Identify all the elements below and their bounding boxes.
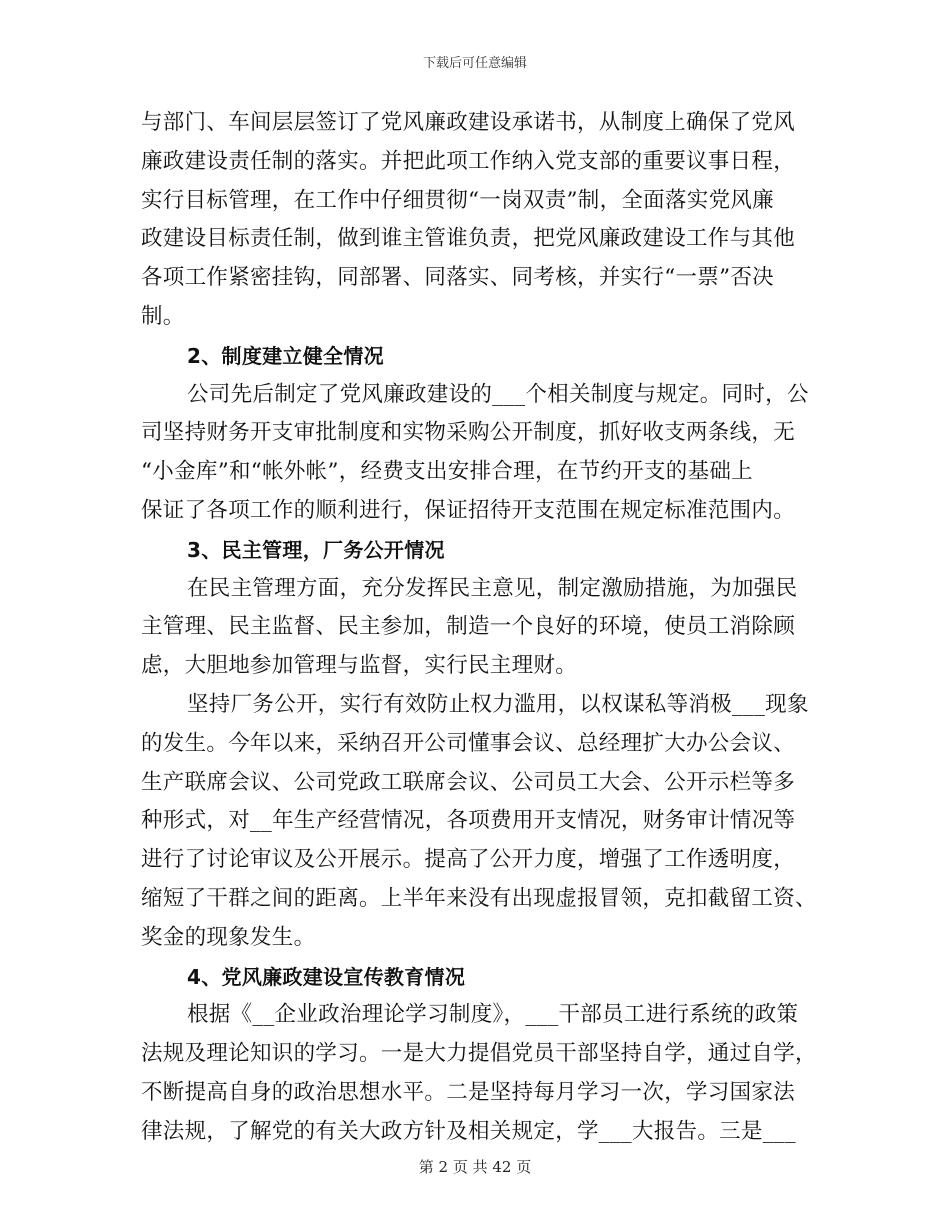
- body-line: 奖金的现象发生。: [141, 924, 316, 950]
- body-line: 不断提高自身的政治思想水平。二是坚持每月学习一次，学习国家法: [141, 1079, 796, 1105]
- body-line: 生产联席会议、公司党政工联席会议、公司员工大会、公开示栏等多: [141, 769, 796, 795]
- body-line: 司坚持财务开支审批制度和实物采购公开制度，抓好收支两条线，无: [141, 420, 796, 446]
- body-line: 缩短了干群之间的距离。上半年来没有出现虚报冒领，克扣截留工资、: [141, 885, 817, 911]
- section-heading: 2、制度建立健全情况: [187, 343, 384, 368]
- body-line: 种形式，对__年生产经营情况，各项费用开支情况，财务审计情况等: [141, 808, 796, 834]
- body-line: 法规及理论知识的学习。一是大力提倡党员干部坚持自学，通过自学，: [141, 1041, 817, 1067]
- page-footer: 第 2 页 共 42 页: [418, 1158, 532, 1176]
- body-line: 进行了讨论审议及公开展示。提高了公开力度，增强了工作透明度，: [141, 847, 796, 873]
- body-line: 虑，大胆地参加管理与监督，实行民主理财。: [141, 653, 578, 679]
- body-line: “小金库”和“帐外帐”，经费支出安排合理，在节约开支的基础上: [141, 459, 753, 485]
- section-heading: 4、党风廉政建设宣传教育情况: [187, 964, 466, 989]
- body-line: 在民主管理方面，充分发挥民主意见，制定激励措施，为加强民: [187, 575, 798, 601]
- body-line: 坚持厂务公开，实行有效防止权力滥用，以权谋私等消极___现象: [187, 691, 809, 717]
- body-line: 的发生。今年以来，采纳召开公司懂事会议、总经理扩大办公会议、: [141, 730, 796, 756]
- document-body: [141, 104, 817, 1152]
- body-line: 律法规，了解党的有关大政方针及相关规定，学___大报告。三是___: [141, 1118, 796, 1144]
- page-header: 下载后可任意编辑: [422, 56, 527, 71]
- body-line: 主管理、民主监督、民主参加，制造一个良好的环境，使员工消除顾: [141, 614, 796, 640]
- section-heading: 3、民主管理，厂务公开情况: [187, 537, 445, 562]
- body-line: 公司先后制定了党风廉政建设的___个相关制度与规定。同时，公: [187, 381, 809, 407]
- body-line: 实行目标管理，在工作中仔细贯彻“一岗双责”制，全面落实党风廉: [141, 187, 774, 213]
- body-line: 根据《__企业政治理论学习制度》，___干部员工进行系统的政策: [187, 1002, 799, 1028]
- body-line: 与部门、车间层层签订了党风廉政建设承诺书，从制度上确保了党风: [141, 110, 796, 135]
- body-line: 政建设目标责任制，做到谁主管谁负责，把党风廉政建设工作与其他: [141, 226, 796, 252]
- body-line: 保证了各项工作的顺利进行，保证招待开支范围在规定标准范围内。: [141, 497, 796, 523]
- body-line: 制。: [141, 303, 185, 329]
- body-line: 廉政建设责任制的落实。并把此项工作纳入党支部的重要议事日程，: [141, 148, 796, 174]
- body-line: 各项工作紧密挂钩，同部署、同落实、同考核，并实行“一票”否决: [141, 265, 774, 291]
